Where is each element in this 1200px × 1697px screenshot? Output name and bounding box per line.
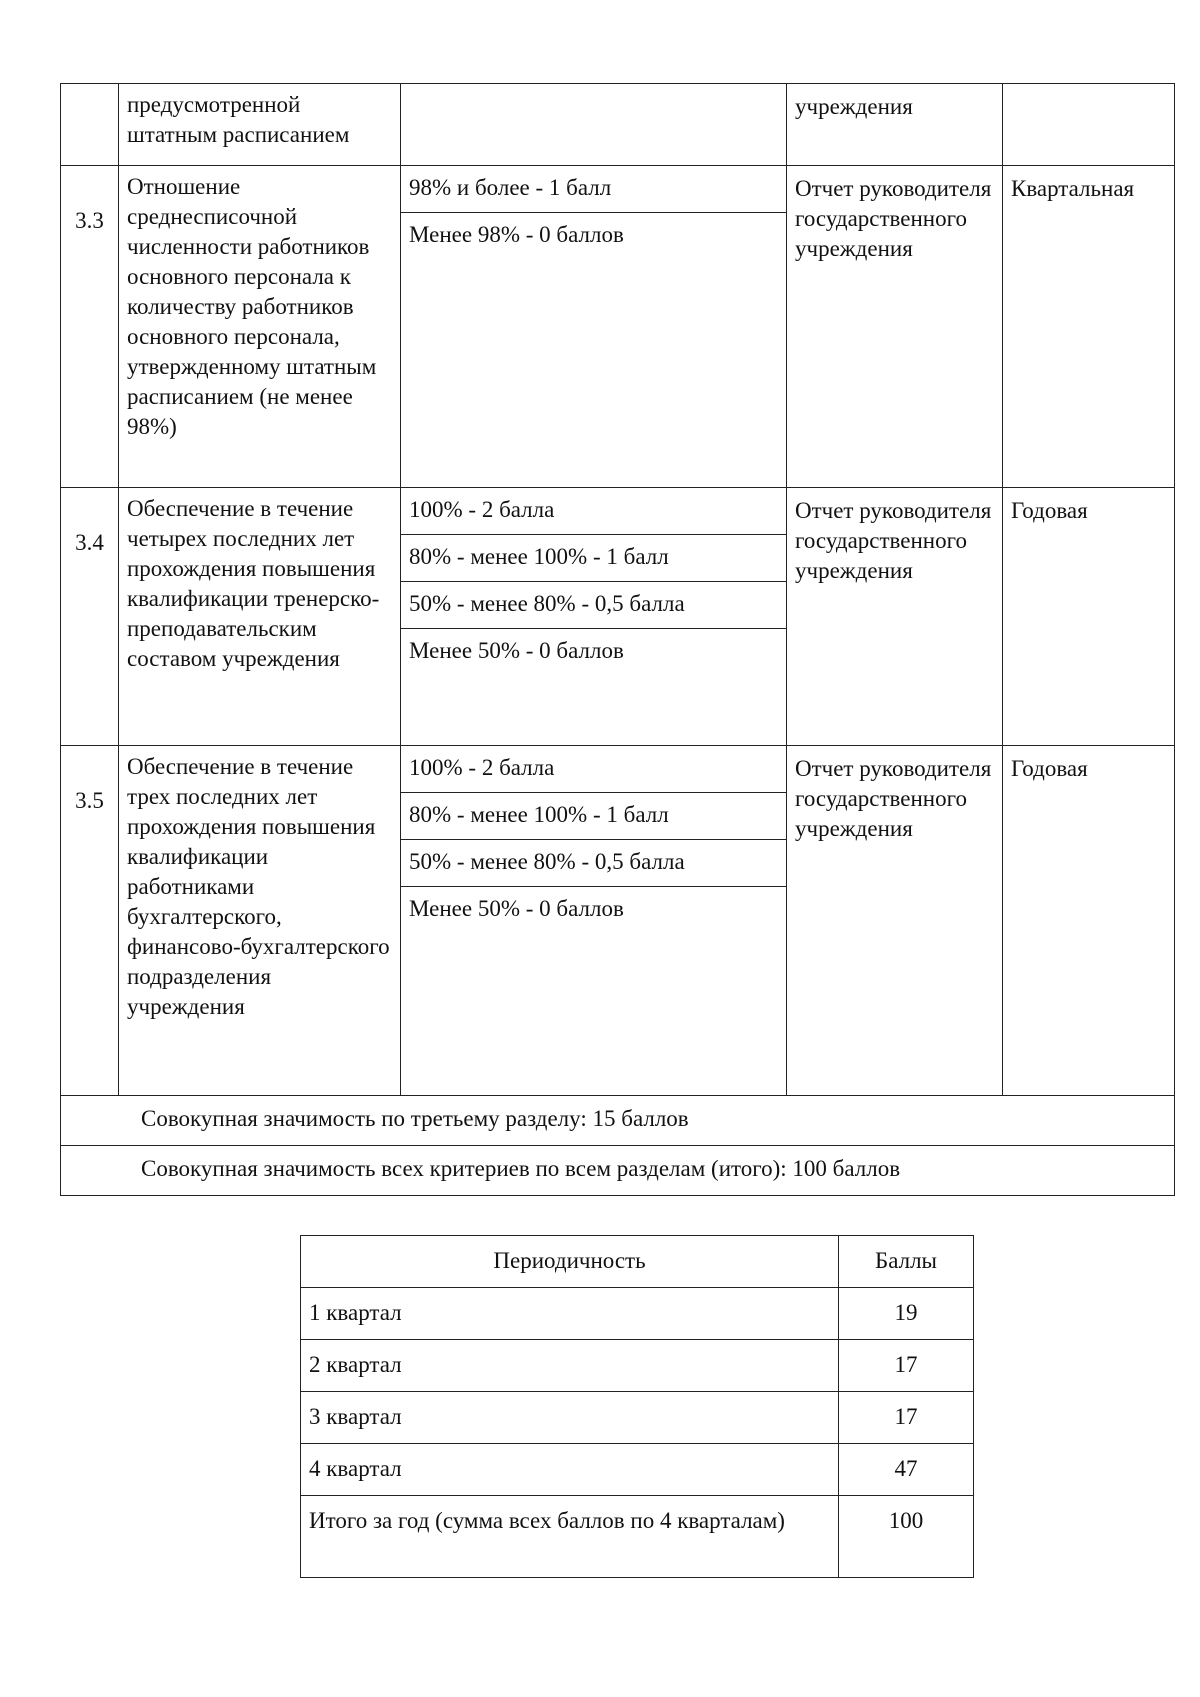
table-row (301, 1340, 974, 1392)
table-row (301, 1496, 974, 1578)
scoring-option: 50% - менее 80% - 0,5 балла (401, 840, 786, 887)
grand-total-text: Совокупная значимость всех критериев по всем разделам (итого): 100 баллов (61, 1146, 1175, 1196)
periodicity-text: Годовая (1003, 488, 1175, 746)
source-text: Отчет руководителя государственного учреждения (787, 746, 1003, 1096)
table-row (61, 84, 1175, 166)
period-cell: Итого за год (сумма всех баллов по 4 кварталам) (301, 1496, 839, 1578)
row-number: 3.5 (61, 746, 119, 1096)
points-cell: 17 (839, 1340, 974, 1392)
table-header-row (301, 1236, 974, 1288)
section-total-text: Совокупная значимость по третьему разделу: 15 баллов (61, 1096, 1175, 1146)
source-text: Отчет руководителя государственного учреждения (787, 488, 1003, 746)
criterion-text: Отношение среднесписочной численности работников основного персонала к количеству работников основного персонала, утвержденному штатным расписанием (не менее 98%) (119, 166, 401, 488)
row-number (61, 84, 119, 166)
table-row (61, 488, 1175, 746)
scoring-option: 98% и более - 1 балл (401, 166, 786, 213)
scoring-options (401, 746, 787, 1096)
table-row (301, 1392, 974, 1444)
scoring-options (401, 166, 787, 488)
periodicity-text: Квартальная (1003, 166, 1175, 488)
scoring-option: 100% - 2 балла (401, 746, 786, 793)
scoring-option: 100% - 2 балла (401, 488, 786, 535)
criterion-text: предусмотренной штатным расписанием (119, 84, 401, 166)
points-cell: 17 (839, 1392, 974, 1444)
points-cell: 47 (839, 1444, 974, 1496)
criteria-table (60, 83, 1175, 1196)
periodicity-table (300, 1235, 974, 1578)
scoring-option: 80% - менее 100% - 1 балл (401, 793, 786, 840)
scoring-options (401, 84, 787, 166)
scoring-option: 50% - менее 80% - 0,5 балла (401, 582, 786, 629)
points-cell: 19 (839, 1288, 974, 1340)
period-cell: 1 квартал (301, 1288, 839, 1340)
row-number: 3.3 (61, 166, 119, 488)
row-number: 3.4 (61, 488, 119, 746)
scoring-options (401, 488, 787, 746)
scoring-option: Менее 98% - 0 баллов (409, 222, 624, 247)
periodicity-text (1003, 84, 1175, 166)
column-header-points: Баллы (839, 1236, 974, 1288)
source-text: учреждения (787, 84, 1003, 166)
source-text: Отчет руководителя государственного учреждения (787, 166, 1003, 488)
table-row (61, 746, 1175, 1096)
period-cell: 4 квартал (301, 1444, 839, 1496)
criterion-text: Обеспечение в течение четырех последних лет прохождения повышения квалификации тренерско-преподавательским составом учреждения (119, 488, 401, 746)
period-cell: 2 квартал (301, 1340, 839, 1392)
periodicity-text: Годовая (1003, 746, 1175, 1096)
points-cell: 100 (839, 1496, 974, 1578)
period-cell: 3 квартал (301, 1392, 839, 1444)
table-row (301, 1444, 974, 1496)
section-total-row (61, 1096, 1175, 1146)
criterion-text: Обеспечение в течение трех последних лет прохождения повышения квалификации работниками бухгалтерского, финансово-бухгалтерского подразделения учреждения (119, 746, 401, 1096)
scoring-option: Менее 50% - 0 баллов (409, 896, 624, 921)
scoring-option: 80% - менее 100% - 1 балл (401, 535, 786, 582)
table-row (301, 1288, 974, 1340)
grand-total-row (61, 1146, 1175, 1196)
column-header-period: Периодичность (301, 1236, 839, 1288)
table-row (61, 166, 1175, 488)
scoring-option: Менее 50% - 0 баллов (409, 638, 624, 663)
